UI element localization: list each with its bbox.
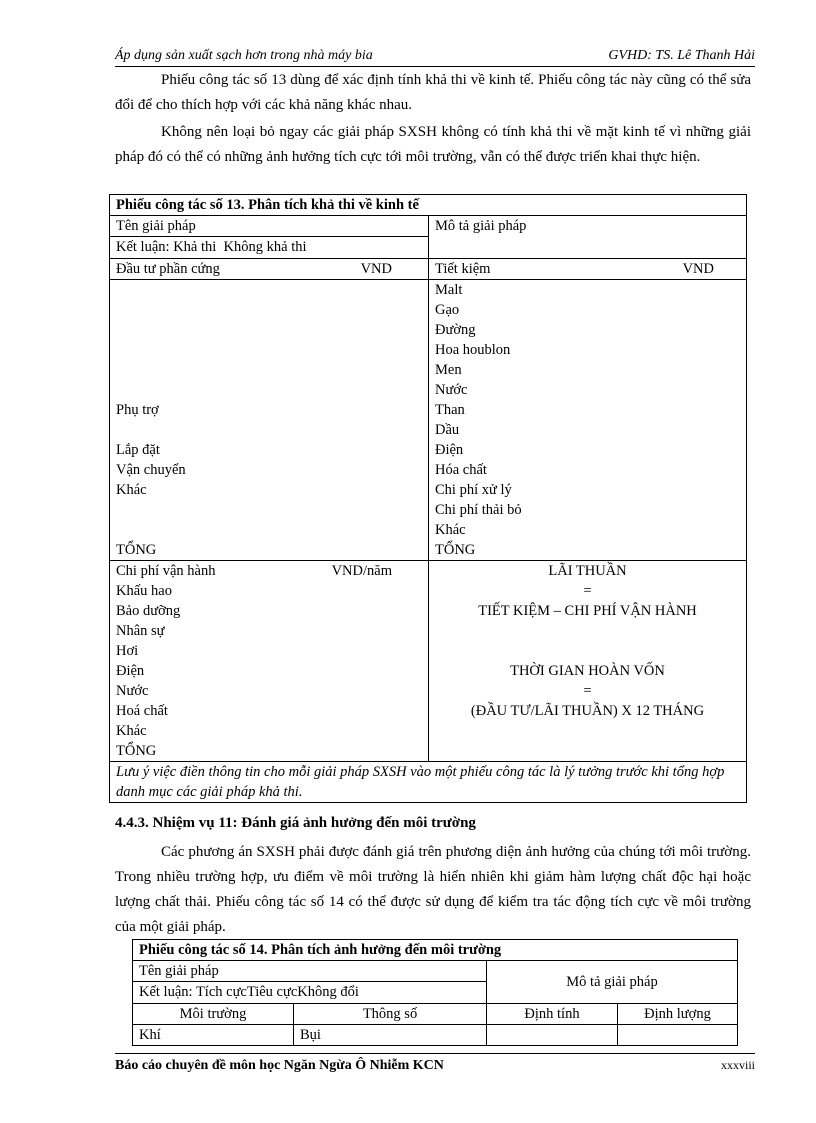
- col-qualitative: Định tính: [487, 1004, 618, 1025]
- savings-total: TỔNG: [435, 542, 476, 558]
- option-unchanged: Không đổi: [297, 984, 359, 1000]
- investment-item: Khác: [116, 482, 147, 498]
- solution-desc-label: Mô tả giải pháp: [435, 218, 527, 234]
- ws14-conclusion-label: Kết luận:: [139, 984, 193, 1000]
- savings-header: [429, 259, 747, 280]
- savings-item: Malt: [435, 282, 463, 298]
- col-quantitative: Định lượng: [618, 1004, 738, 1025]
- footer-title: Báo cáo chuyên đề môn học Ngăn Ngừa Ô Nhiễm KCN: [115, 1058, 444, 1073]
- paragraph-1: Phiếu công tác số 13 dùng để xác định tính khả thi về kinh tế. Phiếu công tác này cũng có thể sửa đổi để cho thích hợp với các khả năng khác nhau.: [115, 72, 751, 113]
- page-footer: [115, 1053, 755, 1074]
- ws14-solution-name-cell: [133, 961, 487, 982]
- operating-item: Hoá chất: [116, 703, 168, 719]
- formula-payback: THỜI GIAN HOÀN VỐN: [510, 663, 665, 679]
- operating-total: TỔNG: [116, 743, 157, 759]
- row-parameter: Bụi: [294, 1025, 487, 1046]
- savings-item: Khác: [435, 522, 466, 538]
- worksheet-13-note: Lưu ý việc điền thông tin cho mỗi giải pháp SXSH vào một phiếu công tác là lý tưởng trước khi tổng hợp danh mục các giải pháp khả thi.: [110, 762, 747, 803]
- operating-item: Điện: [116, 663, 145, 679]
- header-advisor: GVHD: TS. Lê Thanh Hải: [608, 48, 755, 63]
- page-number: xxxviii: [720, 1058, 755, 1072]
- investment-item: Lắp đặt: [116, 442, 160, 458]
- option-positive: Tích cực: [195, 984, 247, 1000]
- worksheet-14-title: Phiếu công tác số 14. Phân tích ảnh hưởng đến môi trường: [133, 940, 738, 961]
- header-title: Áp dụng sản xuất sạch hơn trong nhà máy bia: [115, 48, 373, 63]
- operating-item: Nước: [116, 683, 149, 699]
- conclusion-cell: [110, 237, 429, 259]
- savings-item: Đường: [435, 322, 476, 338]
- section-paragraph: Các phương án SXSH phải được đánh giá trên phương diện ảnh hưởng của chúng tới môi trường. Trong nhiều trường hợp, ưu điểm về môi trường là hiển nhiên khi giảm hàm lượng chất độc hại hoặc lượng chất thải. Phiếu công tác số 14 có thể được sử dụng để kiểm tra tác động tích cực về môi trường của một giải pháp.: [115, 844, 751, 935]
- investment-label: Đầu tư phần cứng: [116, 261, 220, 277]
- operating-item: Khác: [116, 723, 147, 739]
- formula-cell: [429, 561, 747, 762]
- savings-item: Dầu: [435, 422, 460, 438]
- ws14-conclusion-cell: [133, 982, 487, 1004]
- row-qualitative: [487, 1025, 618, 1046]
- solution-name-cell: [110, 216, 429, 237]
- col-parameter: Thông số: [294, 1004, 487, 1025]
- savings-label: Tiết kiệm: [435, 261, 491, 277]
- worksheet-14-table: [132, 939, 738, 1046]
- worksheet-13-table: [109, 194, 747, 803]
- investment-items-cell: [110, 280, 429, 561]
- operating-item: Khấu hao: [116, 583, 172, 599]
- operating-item: Bảo dưỡng: [116, 603, 181, 619]
- operating-item: Hơi: [116, 643, 139, 659]
- page-header: [115, 48, 755, 67]
- savings-item: Nước: [435, 382, 468, 398]
- worksheet-13-title: Phiếu công tác số 13. Phân tích khả thi về kinh tế: [110, 195, 747, 216]
- option-negative: Tiêu cực: [246, 984, 298, 1000]
- savings-items-cell: [429, 280, 747, 561]
- row-environment: Khí: [133, 1025, 294, 1046]
- savings-currency: VND: [682, 261, 714, 277]
- row-quantitative: [618, 1025, 738, 1046]
- paragraph-2: Không nên loại bỏ ngay các giải pháp SXSH không có tính khả thi về mặt kinh tế vì những giải pháp đó có thể có những ảnh hưởng tích cực tới môi trường, vẫn có thể được triển khai thực hiện.: [115, 124, 751, 165]
- investment-header: [110, 259, 429, 280]
- savings-item: Điện: [435, 442, 464, 458]
- operating-unit: VND/năm: [331, 563, 392, 579]
- ws14-solution-desc-cell: [487, 961, 738, 1004]
- ws14-solution-name-label: Tên giải pháp: [139, 963, 219, 979]
- savings-item: Gạo: [435, 302, 460, 318]
- operating-label: Chi phí vận hành: [116, 563, 216, 579]
- savings-item: Hóa chất: [435, 462, 487, 478]
- formula-payback-expr: (ĐẦU TƯ/LÃI THUẦN) X 12 THÁNG: [470, 703, 705, 719]
- option-feasible: Khả thi: [173, 239, 217, 255]
- investment-item: Phụ trợ: [116, 402, 159, 418]
- savings-item: Hoa houblon: [435, 342, 511, 358]
- solution-desc-cell: [429, 216, 747, 259]
- formula-equals: =: [583, 583, 592, 599]
- option-infeasible: Không khả thi: [223, 239, 307, 255]
- conclusion-label: Kết luận:: [116, 239, 170, 255]
- formula-equals: =: [583, 683, 592, 699]
- investment-currency: VND: [360, 261, 392, 277]
- savings-item: Chi phí thải bỏ: [435, 502, 522, 518]
- savings-item: Men: [435, 362, 462, 378]
- col-environment: Môi trường: [133, 1004, 294, 1025]
- solution-name-label: Tên giải pháp: [116, 218, 196, 234]
- formula-net-profit: LÃI THUẦN: [548, 563, 627, 579]
- formula-net-profit-expr: TIẾT KIỆM – CHI PHÍ VẬN HÀNH: [478, 603, 697, 619]
- investment-total: TỔNG: [116, 542, 157, 558]
- savings-item: Than: [435, 402, 465, 418]
- ws14-solution-desc-label: Mô tả giải pháp: [566, 974, 658, 990]
- operating-cost-cell: [110, 561, 429, 762]
- savings-item: Chi phí xử lý: [435, 482, 512, 498]
- section-heading: 4.4.3. Nhiệm vụ 11: Đánh giá ảnh hưởng đến môi trường: [115, 815, 476, 831]
- operating-item: Nhân sự: [116, 623, 165, 639]
- investment-item: Vận chuyển: [116, 462, 186, 478]
